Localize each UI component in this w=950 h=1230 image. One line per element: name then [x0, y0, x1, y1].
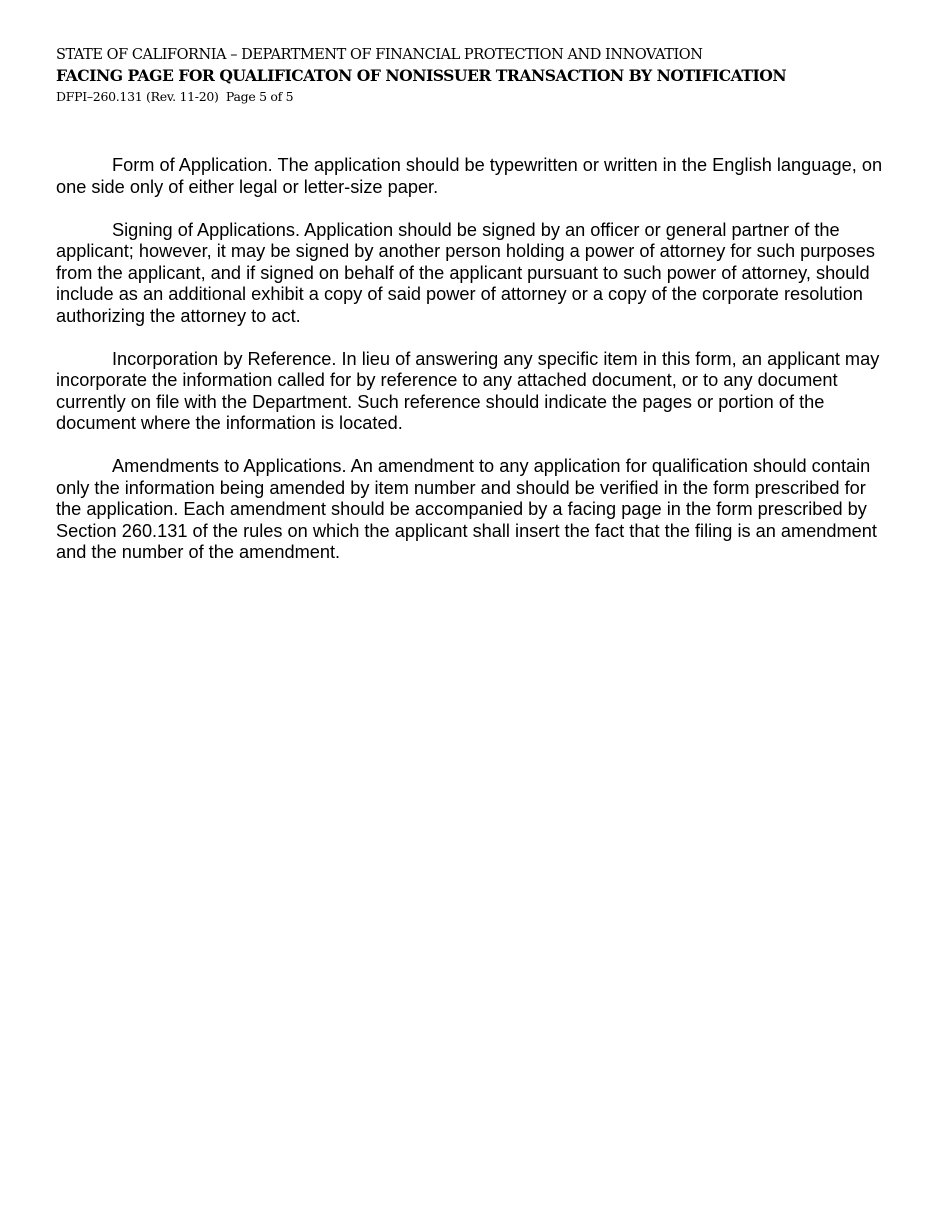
paragraph-incorporation-by-reference: Incorporation by Reference. In lieu of answering any specific item in this form, an applicant may incorporate the information called for by reference to any attached document, or to any document currently on file with the Department. Such reference should indicate the pages or portion of the document where the information is located. — [56, 348, 880, 433]
document-body — [56, 155, 888, 585]
paragraph-form-of-application: Form of Application. The application should be typewritten or written in the English language, on one side only of either legal or letter-size paper. — [56, 155, 883, 197]
form-title: FACING PAGE FOR QUALIFICATON OF NONISSUER TRANSACTION BY NOTIFICATION — [56, 66, 787, 85]
paragraph-signing-of-applications: Signing of Applications. Application should be signed by an officer or general partner of the applicant; however, it may be signed by another person holding a power of attorney for such purposes from the applicant, and if signed on behalf of the applicant pursuant to such power of attorney, should include as an additional exhibit a copy of said power of attorney or a copy of the corporate resolution authorizing the attorney to act. — [56, 219, 875, 326]
form-number-line: DFPI–260.131 (Rev. 11-20) Page 5 of 5 — [56, 89, 294, 104]
agency-line: STATE OF CALIFORNIA – DEPARTMENT OF FINANCIAL PROTECTION AND INNOVATION — [56, 47, 703, 63]
page-header — [56, 45, 916, 107]
paragraph-amendments-to-applications: Amendments to Applications. An amendment to any application for qualification should contain only the information being amended by item number and should be verified in the form prescribed for the application. Each amendment should be accompanied by a facing page in the form prescribed by Section 260.131 of the rules on which the applicant shall insert the fact that the filing is an amendment and the number of the amendment. — [56, 456, 877, 562]
